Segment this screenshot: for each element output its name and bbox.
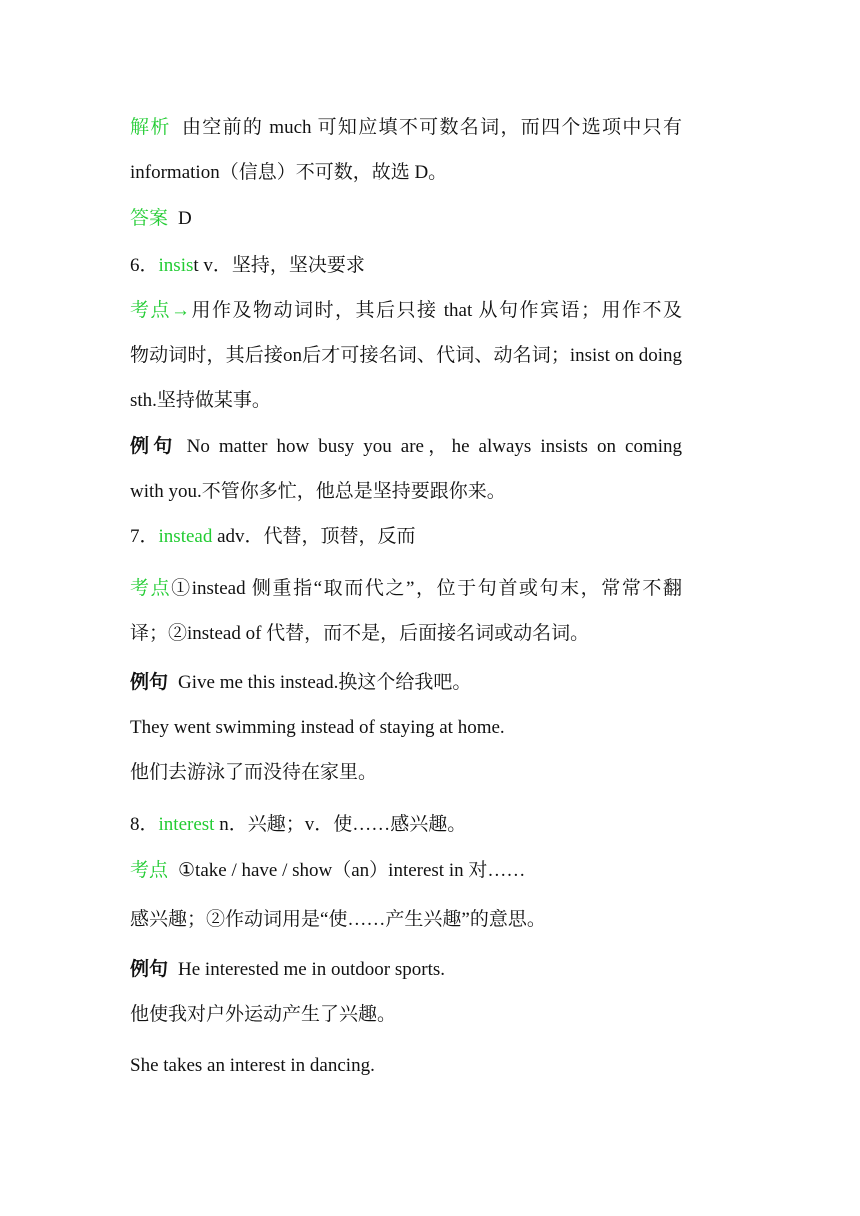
item7-point-text-1: ①instead 侧重指“取而代之”，位于句首或句末，常常不翻: [171, 578, 682, 599]
item6-example-line1: [130, 435, 682, 459]
item6-heading: [130, 254, 682, 278]
item7-example-text-1: Give me this instead.换这个给我吧。: [178, 672, 472, 693]
item8-example-text-2: 他使我对户外运动产生了兴趣。: [130, 1004, 397, 1025]
item8-point-text-1: ①take / have / show（an）interest in 对……: [178, 860, 526, 881]
item7-point-line1: [130, 577, 682, 601]
item8-heading: [130, 813, 682, 837]
item6-point-line3: [130, 389, 682, 413]
analysis-text-2: information（信息）不可数，故选 D。: [130, 162, 448, 183]
analysis-label: 解析: [130, 117, 171, 138]
item6-example-label: 例句: [130, 436, 177, 457]
item7-example-text-3: 他们去游泳了而没待在家里。: [130, 762, 378, 783]
item7-example-line2: [130, 716, 682, 740]
item6-example-text-1: No matter how busy you are，he always insists on coming: [186, 436, 682, 457]
item8-example-text-1: He interested me in outdoor sports.: [178, 959, 446, 980]
item6-example-text-2: with you.不管你多忙，他总是坚持要跟你来。: [130, 481, 506, 502]
item7-example-label: 例句: [130, 672, 169, 693]
item7-heading: [130, 525, 682, 549]
item7-example-line1: [130, 671, 682, 695]
item8-example-line1: [130, 958, 682, 982]
item6-definition: v．坚持，坚决要求: [203, 255, 365, 276]
q5-analysis-line1: [130, 116, 682, 140]
item6-example-line2: [130, 480, 682, 504]
item6-point-text-3: sth.坚持做某事。: [130, 390, 271, 411]
item8-point-line1: [130, 859, 682, 883]
item8-example-line2: [130, 1003, 682, 1027]
item6-point-line2: [130, 344, 682, 368]
analysis-text-1: 由空前的 much 可知应填不可数名词，而四个选项中只有: [180, 117, 682, 138]
item6-number: 6．: [130, 255, 159, 276]
item7-point-text-2: 译；②instead of 代替，而不是，后面接名词或动名词。: [130, 623, 590, 644]
item7-word: instead: [158, 526, 213, 547]
item8-example-line3: [130, 1054, 682, 1078]
answer-label: 答案: [130, 208, 169, 229]
item7-example-text-2: They went swimming instead of staying at home.: [130, 717, 505, 738]
item8-example-label: 例句: [130, 959, 169, 980]
item8-example-text-3: She takes an interest in dancing.: [130, 1055, 375, 1076]
q5-answer: [130, 207, 682, 231]
item6-point-label: 考点→: [130, 300, 190, 321]
item7-example-line3: [130, 761, 682, 785]
answer-value: D: [178, 208, 192, 229]
item6-point-line1: [130, 299, 682, 323]
item6-point-text-1: 用作及物动词时，其后只接 that 从句作宾语；用作不及: [190, 300, 682, 321]
item7-definition: adv．代替，顶替，反而: [217, 526, 416, 547]
item8-point-text-2: 感兴趣；②作动词用是“使……产生兴趣”的意思。: [130, 909, 546, 930]
item8-number: 8．: [130, 814, 159, 835]
item6-word-tail: t: [193, 255, 199, 276]
item8-point-line2: [130, 908, 682, 932]
q5-analysis-line2: [130, 161, 682, 185]
item7-number: 7．: [130, 526, 159, 547]
item8-point-label: 考点: [130, 860, 169, 881]
item7-point-label: 考点: [130, 578, 172, 599]
item8-word: interest: [158, 814, 215, 835]
item7-point-line2: [130, 622, 682, 646]
item6-word: insis: [158, 255, 194, 276]
item8-definition: n．兴趣；v．使……感兴趣。: [219, 814, 467, 835]
item6-point-text-2: 物动词时，其后接on后才可接名词、代词、动名词；insist on doing: [130, 345, 682, 366]
